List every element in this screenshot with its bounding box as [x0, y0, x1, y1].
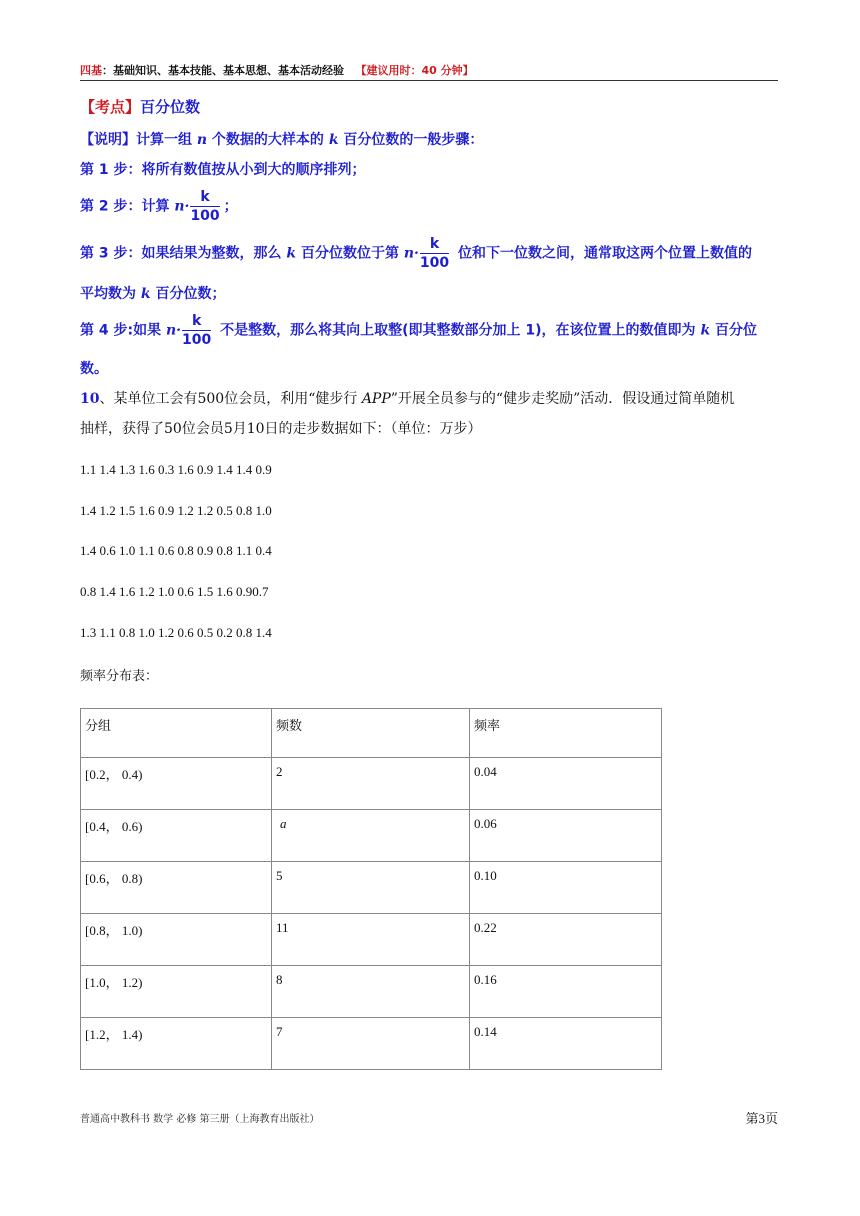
table-header-row [81, 709, 662, 758]
shuoming-text-a: 计算一组 [136, 132, 197, 148]
question-line-2: 抽样，获得了50位会员5月10日的走步数据如下：（单位：万步） [80, 421, 482, 437]
data-row: 1.1 1.4 1.3 1.6 0.3 1.6 0.9 1.4 1.4 0.9 [80, 462, 272, 477]
var-n: n [196, 132, 208, 148]
step-4-text-a: 第 4 步:如果 [80, 322, 166, 339]
table-cell: 0.10 [470, 862, 662, 914]
table-cell: 2 [272, 758, 470, 810]
shuoming-text-c: 百分位数的一般步骤： [338, 132, 484, 148]
header-prefix: 四基 [80, 64, 102, 77]
table-cell: a [272, 810, 470, 862]
frac-numerator: k [182, 312, 211, 331]
step-3-text-e: 百分位数； [150, 286, 226, 302]
question-number: 10 [80, 391, 100, 407]
header-text: ：基础知识、基本技能、基本思想、基本活动经验 [102, 64, 344, 77]
n-dot: n· [403, 245, 419, 262]
table-cell: 0.14 [470, 1018, 662, 1070]
table-cell: [0.8， 1.0) [81, 914, 272, 966]
step-1: 第 1 步：将所有数值按从小到大的顺序排列； [80, 162, 366, 178]
table-cell: 8 [272, 966, 470, 1018]
frac-denominator: 100 [419, 255, 450, 271]
table-cell: 0.22 [470, 914, 662, 966]
question-text-b: ”开展全员参与的“健步走奖励”活动．假设通过简单随机 [390, 391, 735, 407]
data-row: 1.4 0.6 1.0 1.1 0.6 0.8 0.9 0.8 1.1 0.4 [80, 543, 272, 558]
footer-book-title: 普通高中教科书 数学 必修 第三册（上海教育出版社） [80, 1114, 320, 1125]
kaodian-heading [80, 96, 200, 117]
page-number: 第3页 [745, 1111, 778, 1126]
table-caption: 频率分布表： [80, 669, 159, 684]
table-cell: [0.4， 0.6) [81, 810, 272, 862]
var-k: k [140, 286, 151, 302]
table-cell: [1.2， 1.4) [81, 1018, 272, 1070]
step-3-text-b: 百分位数位于第 [296, 245, 404, 262]
table-cell: 5 [272, 862, 470, 914]
frac-numerator: k [190, 188, 219, 207]
fraction-k-over-100 [420, 235, 449, 272]
table-row [81, 914, 662, 966]
table-row [81, 758, 662, 810]
table-row [81, 966, 662, 1018]
table-row [81, 862, 662, 914]
step-3-text-d: 平均数为 [80, 286, 141, 302]
step-3-text-a: 第 3 步：如果结果为整数，那么 [80, 245, 287, 262]
table-row [81, 810, 662, 862]
table-cell: 7 [272, 1018, 470, 1070]
kaodian-title: 百分位数 [140, 98, 201, 116]
header-cell-count: 频数 [272, 709, 470, 758]
var-k: k [328, 132, 339, 148]
header-cell-freq: 频率 [470, 709, 662, 758]
step-2 [80, 188, 238, 225]
table-cell: 0.06 [470, 810, 662, 862]
page-header [80, 62, 474, 78]
data-row: 0.8 1.4 1.6 1.2 1.0 0.6 1.5 1.6 0.90.7 [80, 584, 269, 599]
fraction-k-over-100 [190, 188, 219, 225]
table-cell: 11 [272, 914, 470, 966]
step-3-text-c: 位和下一位数之间，通常取这两个位置上数值的 [453, 245, 752, 262]
shuoming-tag: 【说明】 [80, 132, 136, 148]
table-cell: 0.16 [470, 966, 662, 1018]
data-row: 1.4 1.2 1.5 1.6 0.9 1.2 1.2 0.5 0.8 1.0 [80, 503, 272, 518]
frequency-table [80, 708, 662, 1070]
var-k: k [286, 245, 297, 262]
table-cell: [1.0， 1.2) [81, 966, 272, 1018]
app-label: APP [361, 391, 391, 407]
data-row: 1.3 1.1 0.8 1.0 1.2 0.6 0.5 0.2 0.8 1.4 [80, 625, 272, 640]
frac-denominator: 100 [190, 208, 220, 224]
kaodian-tag: 【考点】 [80, 98, 141, 116]
header-divider [80, 80, 778, 81]
step-3-cont [80, 283, 225, 303]
frac-denominator: 100 [182, 332, 212, 348]
step-3 [80, 235, 752, 272]
frac-numerator: k [420, 235, 449, 254]
table-cell: 0.04 [470, 758, 662, 810]
n-dot: n· [165, 322, 182, 339]
shuoming-text-b: 个数据的大样本的 [207, 132, 329, 148]
table-cell: [0.6， 0.8) [81, 862, 272, 914]
step-4-cont: 数。 [80, 361, 108, 377]
step-4-text-c: 百分位 [710, 322, 758, 339]
fraction-k-over-100 [182, 312, 211, 349]
table-row [81, 1018, 662, 1070]
table-cell: [0.2， 0.4) [81, 758, 272, 810]
shuoming-line [80, 129, 483, 149]
step-2-text-a: 第 2 步：计算 [80, 198, 175, 215]
question-line-1 [80, 388, 734, 408]
step-4 [80, 312, 757, 349]
header-cell-group: 分组 [81, 709, 272, 758]
question-text-a: 、某单位工会有500位会员，利用“健步行 [99, 391, 362, 407]
step-4-text-b: 不是整数，那么将其向上取整(即其整数部分加上 1)，在该位置上的数值即为 [215, 322, 701, 339]
var-k: k [700, 322, 711, 339]
step-2-text-b: ； [223, 198, 238, 215]
header-time-note: 【建议用时：40 分钟】 [355, 64, 474, 77]
n-dot: n· [174, 198, 190, 215]
